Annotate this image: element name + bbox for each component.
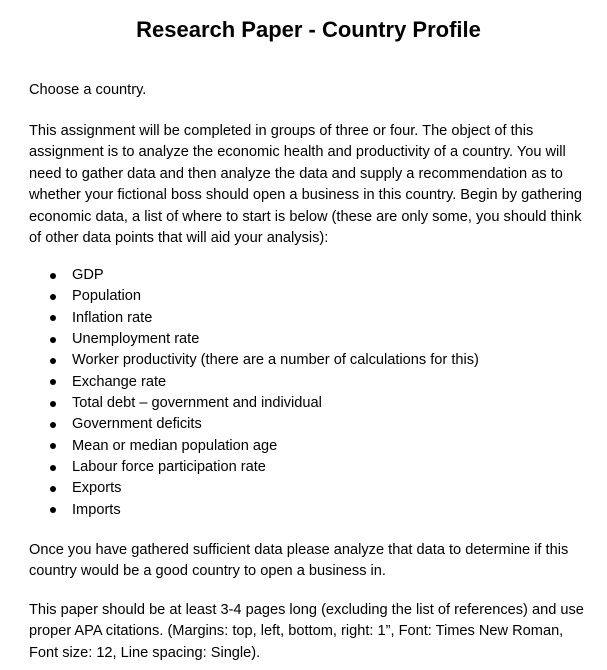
assignment-description: This assignment will be completed in groups of three or four. The object of this assignment is to analyze the economic health and productivity of a country. You will need to gather data and then analyze the data and supply a recommendation as to whether your fictional boss should open a business in this country. Begin by gathering economic data, a list of where to start is below (these are only some, you should think of other data points that will aid your analysis): [29, 123, 583, 247]
list-item [48, 457, 479, 478]
list-item [48, 500, 479, 521]
instruction-paragraph: Choose a country. [29, 82, 147, 98]
list-item [48, 308, 479, 329]
list-item-label: Total debt – government and individual [72, 395, 322, 412]
list-item-label: GDP [72, 267, 104, 283]
list-item-label: Labour force participation rate [72, 459, 266, 476]
list-item-label: Inflation rate [72, 309, 153, 326]
list-item-label: Exports [72, 480, 122, 497]
list-item [48, 414, 479, 435]
formatting-requirements: This paper should be at least 3-4 pages long (excluding the list of references) and use proper APA citations. (Margins: top, left, bottom, right: 1”, Font: Times New Roman, Font size: 12, Line spacing: Single). [29, 602, 584, 661]
list-item-label: Government deficits [72, 416, 202, 433]
list-item [48, 265, 479, 286]
list-item [48, 393, 479, 414]
bullet-icon [50, 465, 56, 471]
list-item [48, 478, 479, 499]
list-item [48, 372, 479, 393]
list-item-label: Population [72, 288, 141, 305]
bullet-icon [50, 358, 56, 364]
bullet-icon [50, 315, 56, 321]
list-item-label: Worker productivity (there are a number of calculations for this) [72, 352, 479, 369]
list-item [48, 436, 479, 457]
list-item-label: Mean or median population age [72, 437, 278, 454]
list-item-label: Unemployment rate [72, 331, 200, 348]
bullet-icon [50, 401, 56, 407]
analysis-paragraph: Once you have gathered sufficient data please analyze that data to determine if this country would be a good country to open a business in. [29, 542, 569, 580]
list-item [48, 286, 479, 307]
bullet-icon [50, 486, 56, 492]
data-points-list [48, 265, 479, 521]
bullet-icon [50, 273, 56, 279]
list-item [48, 350, 479, 371]
bullet-icon [50, 443, 56, 449]
list-item [48, 329, 479, 350]
bullet-icon [50, 294, 56, 300]
bullet-icon [50, 422, 56, 428]
bullet-icon [50, 507, 56, 513]
document-title: Research Paper - Country Profile [136, 17, 481, 42]
bullet-icon [50, 337, 56, 343]
bullet-icon [50, 379, 56, 385]
list-item-label: Imports [72, 501, 121, 518]
list-item-label: Exchange rate [72, 373, 167, 390]
